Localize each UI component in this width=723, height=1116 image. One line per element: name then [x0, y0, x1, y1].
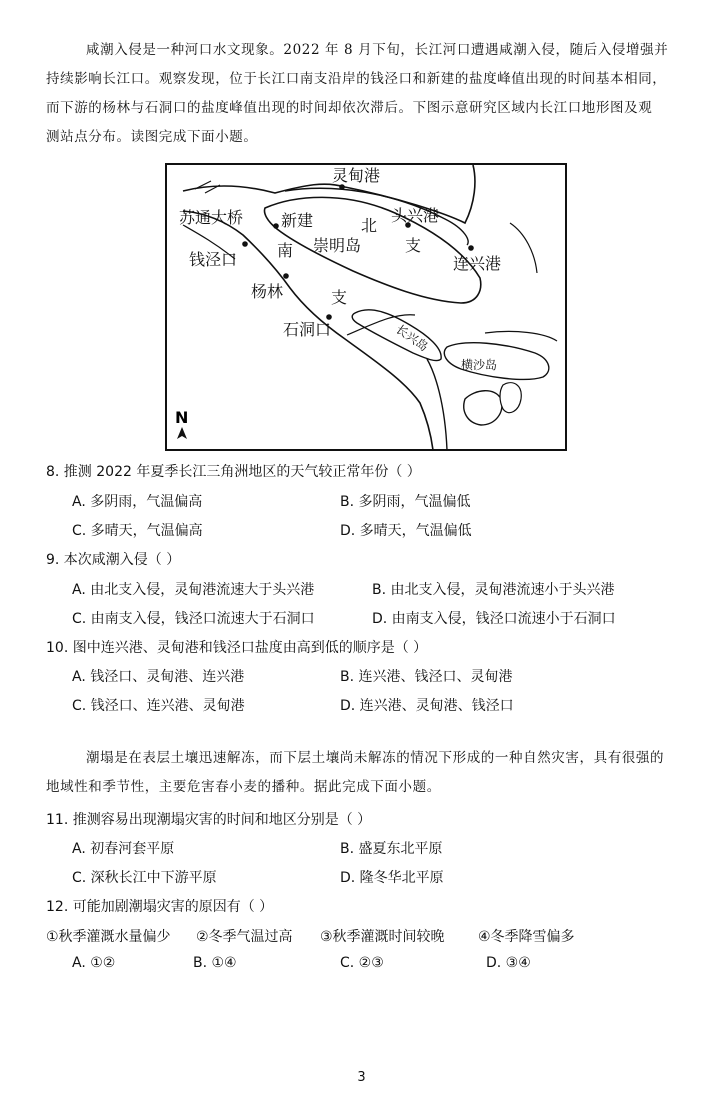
page-number: 3 — [357, 1070, 366, 1085]
station-xinjian — [273, 223, 279, 229]
q8-option-d[interactable]: D. 多晴天，气温偏低 — [340, 523, 472, 539]
station-shidong — [326, 314, 332, 320]
label-chongming: 崇明岛 — [313, 236, 362, 255]
q9-option-d[interactable]: D. 由南支入侵，钱泾口流速小于石洞口 — [372, 611, 616, 627]
passage-1-line-4: 测站点分布。读图完成下面小题。 — [46, 129, 258, 145]
passage-1-line-1: 咸潮入侵是一种河口水文现象。2022 年 8 月下旬，长江河口遭遇咸潮入侵，随后入侵增强并 — [86, 42, 669, 58]
q10-option-d[interactable]: D. 连兴港、灵甸港、钱泾口 — [340, 698, 514, 714]
shoal-1 — [464, 391, 502, 425]
label-qianjing: 钱泾口 — [189, 250, 238, 269]
station-lianxing — [468, 245, 474, 251]
label-hengsha: 横沙岛 — [461, 358, 498, 372]
q12-statement-1: ①秋季灌溉水量偏少 — [46, 929, 171, 945]
station-yanglin — [283, 273, 289, 279]
shoal-2 — [500, 383, 521, 413]
passage-2-line-2: 地域性和季节性，主要危害春小麦的播种。据此完成下面小题。 — [46, 779, 441, 795]
q9-option-c[interactable]: C. 由南支入侵，钱泾口流速大于石洞口 — [72, 611, 315, 627]
north-arrow-label: N — [175, 408, 189, 427]
q11-option-c[interactable]: C. 深秋长江中下游平原 — [72, 870, 217, 886]
q8-option-c[interactable]: C. 多晴天，气温偏高 — [72, 523, 203, 539]
q12-option-c[interactable]: C. ②③ — [340, 955, 384, 971]
q12-statement-4: ④冬季降雪偏多 — [478, 929, 575, 945]
q10-option-a[interactable]: A. 钱泾口、灵甸港、连兴港 — [72, 669, 245, 685]
label-zhi-north: 支 — [405, 236, 422, 255]
question-10: 10. 图中连兴港、灵甸港和钱泾口盐度由高到低的顺序是（ ） — [46, 640, 428, 656]
label-sutong: 苏通大桥 — [179, 208, 244, 227]
label-lianxing: 连兴港 — [453, 254, 502, 273]
q12-option-b[interactable]: B. ①④ — [193, 955, 237, 971]
question-9: 9. 本次咸潮入侵（ ） — [46, 552, 181, 568]
q12-option-d[interactable]: D. ③④ — [486, 955, 531, 971]
q11-option-d[interactable]: D. 隆冬华北平原 — [340, 870, 444, 886]
passage-2-line-1: 潮塌是在表层土壤迅速解冻，而下层土壤尚未解冻的情况下形成的一种自然灾害，具有很强的 — [86, 750, 665, 766]
passage-1 — [46, 36, 686, 152]
label-lingdian: 灵甸港 — [332, 166, 381, 185]
question-11: 11. 推测容易出现潮塌灾害的时间和地区分别是（ ） — [46, 812, 372, 828]
station-qianjing — [242, 241, 248, 247]
q8-option-b[interactable]: B. 多阴雨，气温偏低 — [340, 494, 471, 510]
station-lingdian — [339, 184, 345, 190]
yangtze-estuary-map — [165, 163, 567, 451]
q11-option-b[interactable]: B. 盛夏东北平原 — [340, 841, 443, 857]
passage-1-line-3: 而下游的杨林与石洞口的盐度峰值出现的时间却依次滞后。下图示意研究区域内长江口地形图及观 — [46, 100, 653, 116]
passage-1-line-2: 持续影响长江口。观察发现，位于长江口南支沿岸的钱泾口和新建的盐度峰值出现的时间基本相同， — [46, 71, 667, 87]
label-xinjian: 新建 — [281, 211, 314, 230]
question-12: 12. 可能加剧潮塌灾害的原因有（ ） — [46, 899, 274, 915]
q9-option-a[interactable]: A. 由北支入侵，灵甸港流速大于头兴港 — [72, 582, 315, 598]
question-8: 8. 推测 2022 年夏季长江三角洲地区的天气较正常年份（ ） — [46, 464, 421, 480]
label-bei: 北 — [361, 216, 378, 235]
label-yanglin: 杨林 — [251, 282, 284, 301]
label-zhi-south: 支 — [331, 288, 348, 307]
label-nan: 南 — [277, 241, 294, 260]
q12-option-a[interactable]: A. ①② — [72, 955, 116, 971]
label-changxing: 长兴岛 — [393, 321, 431, 355]
q8-option-a[interactable]: A. 多阴雨，气温偏高 — [72, 494, 203, 510]
q12-statement-3: ③秋季灌溉时间较晚 — [320, 929, 445, 945]
passage-2 — [46, 744, 686, 802]
q9-option-b[interactable]: B. 由北支入侵，灵甸港流速小于头兴港 — [372, 582, 615, 598]
q12-statement-2: ②冬季气温过高 — [196, 929, 293, 945]
q10-option-c[interactable]: C. 钱泾口、连兴港、灵甸港 — [72, 698, 245, 714]
label-touxing: 头兴港 — [391, 206, 440, 225]
label-shidong: 石洞口 — [283, 320, 332, 339]
q10-option-b[interactable]: B. 连兴港、钱泾口、灵甸港 — [340, 669, 513, 685]
q11-option-a[interactable]: A. 初春河套平原 — [72, 841, 175, 857]
